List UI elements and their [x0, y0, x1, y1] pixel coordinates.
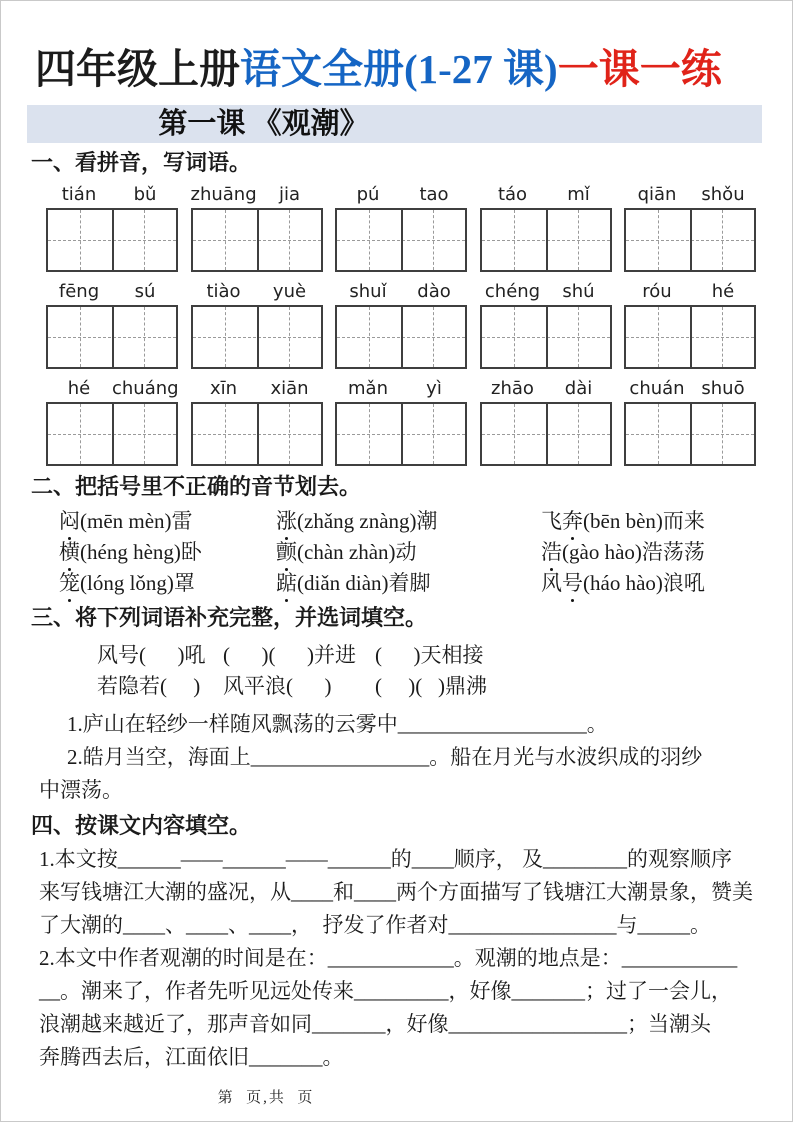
emphasized-char: 号: [562, 568, 583, 599]
pinyin-row-3: [46, 378, 756, 466]
phonetic-choice-item: [59, 537, 276, 568]
item-suffix: 潮: [416, 509, 438, 534]
pinyin-writing-block: [46, 184, 756, 466]
section-3-heading: 三、将下列词语补充完整，并选词填空。: [31, 605, 428, 631]
dashed-guideline: [289, 404, 290, 464]
pinyin-syllable: shuō: [701, 378, 745, 400]
item-prefix: 飞: [541, 509, 562, 534]
dashed-guideline: [433, 404, 434, 464]
phrase-blank: ( )( )并进: [223, 643, 356, 668]
dashed-guideline: [722, 404, 723, 464]
dashed-guideline: [658, 307, 659, 367]
writing-grid-box: [335, 305, 467, 369]
dashed-guideline: [722, 210, 723, 270]
pinyin-word-group: [335, 378, 467, 466]
pinyin-syllable: fēng: [58, 281, 100, 303]
writing-grid-box: [46, 402, 178, 466]
paragraph-line: 奔腾西去后，江面依旧_______。: [39, 1045, 344, 1070]
dashed-guideline: [80, 210, 81, 270]
phrase-blank: 风平浪( ): [223, 674, 332, 699]
pinyin-word-group: [335, 184, 467, 272]
pinyin-syllable: yì: [426, 378, 442, 400]
sentence-line: 1.庐山在轻纱一样随风飘荡的云雾中__________________。: [67, 712, 608, 737]
lesson-banner-text: 第一课 《观潮》: [158, 108, 369, 141]
phrase-blank: 若隐若( ): [97, 674, 201, 699]
phonetic-choice-item: [59, 506, 276, 537]
emphasized-char: 奔: [562, 506, 583, 537]
pinyin-word-group: [480, 281, 612, 369]
section-3: [1, 605, 792, 807]
item-suffix: 罩: [173, 571, 195, 596]
phonetic-choice-item: [541, 537, 792, 568]
fill-in-sentences: [39, 708, 756, 807]
title-part-red: 一课一练: [557, 46, 722, 92]
writing-grid-box: [480, 402, 612, 466]
pinyin-options: (héng hèng): [80, 540, 181, 565]
pinyin-syllable: hé: [67, 378, 91, 400]
paragraph-line: __。潮来了，作者先听见远处传来_________，好像_______；过了一会儿，: [39, 979, 732, 1004]
dashed-guideline: [369, 210, 370, 270]
dashed-guideline: [80, 307, 81, 367]
phonetic-choice-item: [59, 568, 276, 599]
pinyin-row-1: [46, 184, 756, 272]
lesson-banner: [27, 105, 762, 143]
pinyin-word-group: [46, 281, 178, 369]
emphasized-char: 闷: [59, 506, 80, 537]
pinyin-word-group: [480, 184, 612, 272]
item-suffix: 浪吼: [662, 571, 705, 596]
phonetic-items-grid: [59, 506, 792, 599]
dashed-guideline: [722, 307, 723, 367]
pinyin-word-group: [335, 281, 467, 369]
item-suffix: 而来: [662, 509, 705, 534]
section-4: [1, 813, 792, 1074]
dashed-guideline: [80, 404, 81, 464]
pinyin-word-group: [191, 378, 323, 466]
paragraph-line: 浪潮越来越近了，那声音如同_______，好像_________________；当潮头: [39, 1012, 711, 1037]
pinyin-options: (chàn zhàn): [297, 540, 396, 565]
writing-grid-box: [624, 305, 756, 369]
dashed-guideline: [225, 307, 226, 367]
dashed-guideline: [433, 210, 434, 270]
writing-grid-box: [624, 402, 756, 466]
pinyin-syllable: dào: [417, 281, 451, 303]
pinyin-syllable: pú: [356, 184, 380, 206]
pinyin-syllable: xiān: [270, 378, 309, 400]
pinyin-options: (mēn mèn): [80, 509, 172, 534]
emphasized-char: 踮: [276, 568, 297, 599]
writing-grid-box: [624, 208, 756, 272]
writing-grid-box: [191, 208, 323, 272]
item-suffix: 动: [395, 540, 417, 565]
pinyin-syllable: zhuāng: [190, 184, 257, 206]
dashed-guideline: [514, 307, 515, 367]
writing-grid-box: [335, 402, 467, 466]
writing-grid-box: [480, 208, 612, 272]
phonetic-choice-item: [276, 506, 541, 537]
pinyin-options: (gào hào): [562, 540, 642, 565]
pinyin-syllable: chéng: [484, 281, 541, 303]
writing-grid-box: [46, 305, 178, 369]
dashed-guideline: [289, 210, 290, 270]
pinyin-syllable: xīn: [209, 378, 238, 400]
pinyin-word-group: [624, 281, 756, 369]
dashed-guideline: [578, 210, 579, 270]
pinyin-syllable: shǒu: [701, 184, 745, 206]
dashed-guideline: [369, 404, 370, 464]
sentence-line: 中漂荡。: [39, 778, 123, 803]
pinyin-syllable: shuǐ: [349, 281, 387, 303]
cloze-paragraphs: [39, 843, 758, 1074]
pinyin-row-2: [46, 281, 756, 369]
paragraph-line: 2.本文中作者观潮的时间是在：____________。观潮的地点是：___________: [39, 946, 738, 971]
dashed-guideline: [369, 307, 370, 367]
pinyin-syllable: chuán: [629, 378, 685, 400]
item-prefix: 风: [541, 571, 562, 596]
pinyin-syllable: jia: [278, 184, 301, 206]
dashed-guideline: [433, 307, 434, 367]
dashed-guideline: [514, 210, 515, 270]
section-1: [1, 150, 792, 466]
dashed-guideline: [144, 307, 145, 367]
title-part-blue: 语文全册(1-27 课): [240, 46, 558, 92]
dashed-guideline: [289, 307, 290, 367]
pinyin-syllable: zhāo: [491, 378, 534, 400]
dashed-guideline: [514, 404, 515, 464]
dashed-guideline: [225, 404, 226, 464]
pinyin-syllable: qiān: [637, 184, 677, 206]
pinyin-word-group: [46, 378, 178, 466]
dashed-guideline: [578, 404, 579, 464]
phonetic-choice-item: [276, 537, 541, 568]
pinyin-word-group: [191, 281, 323, 369]
title-part-black: 四年级上册: [35, 46, 240, 92]
pinyin-word-group: [624, 378, 756, 466]
pinyin-syllable: hé: [711, 281, 735, 303]
item-suffix: 浩荡荡: [641, 540, 705, 565]
emphasized-char: 涨: [276, 506, 297, 537]
dashed-guideline: [578, 307, 579, 367]
item-suffix: 着脚: [388, 571, 431, 596]
pinyin-syllable: róu: [642, 281, 672, 303]
pinyin-syllable: tao: [419, 184, 449, 206]
pinyin-word-group: [480, 378, 612, 466]
phonetic-choice-item: [541, 568, 792, 599]
page-footer: 第 页,共 页: [217, 1090, 315, 1106]
section-2-heading: 二、把括号里不正确的音节划去。: [31, 474, 362, 500]
pinyin-options: (háo hào): [583, 571, 663, 596]
phonetic-choice-item: [276, 568, 541, 599]
phonetic-choice-item: [541, 506, 792, 537]
item-suffix: 卧: [180, 540, 202, 565]
writing-grid-box: [46, 208, 178, 272]
pinyin-syllable: yuè: [272, 281, 307, 303]
pinyin-syllable: tiào: [206, 281, 241, 303]
section-4-heading: 四、按课文内容填空。: [31, 813, 252, 839]
sentence-line: 2.皓月当空，海面上_________________。船在月光与水波织成的羽纱: [67, 745, 703, 770]
pinyin-options: (diǎn diàn): [297, 571, 389, 596]
pinyin-syllable: dài: [564, 378, 593, 400]
paragraph-line: 了大潮的____、____、____， 抒发了作者对________________与_____。: [39, 913, 711, 938]
pinyin-word-group: [624, 184, 756, 272]
phrase-blank: ( )天相接: [375, 643, 484, 668]
pinyin-syllable: bǔ: [133, 184, 157, 206]
writing-grid-box: [480, 305, 612, 369]
paragraph-line: 来写钱塘江大潮的盛况，从____和____两个方面描写了钱塘江大潮景象，赞美: [39, 880, 753, 905]
emphasized-char: 笼: [59, 568, 80, 599]
pinyin-syllable: chuáng: [112, 378, 179, 400]
emphasized-char: 颤: [276, 537, 297, 568]
section-1-heading: 一、看拼音，写词语。: [31, 150, 252, 176]
pinyin-options: (lóng lǒng): [80, 571, 174, 596]
dashed-guideline: [658, 210, 659, 270]
pinyin-word-group: [191, 184, 323, 272]
writing-grid-box: [335, 208, 467, 272]
dashed-guideline: [225, 210, 226, 270]
pinyin-syllable: tián: [61, 184, 97, 206]
emphasized-char: 横: [59, 537, 80, 568]
pinyin-syllable: mǐ: [567, 184, 590, 206]
pinyin-options: (bēn bèn): [583, 509, 663, 534]
pinyin-syllable: shú: [562, 281, 595, 303]
phrase-blank: 风号( )吼: [97, 643, 206, 668]
phrase-blank: ( )( )鼎沸: [375, 674, 487, 699]
pinyin-word-group: [46, 184, 178, 272]
dashed-guideline: [144, 210, 145, 270]
pinyin-syllable: mǎn: [348, 378, 388, 400]
dashed-guideline: [144, 404, 145, 464]
section-2: [1, 474, 792, 599]
pinyin-syllable: sú: [134, 281, 156, 303]
pinyin-syllable: táo: [497, 184, 528, 206]
paragraph-line: 1.本文按______——______——______的____顺序， 及________的观察顺序: [39, 847, 732, 872]
item-suffix: 雷: [171, 509, 193, 534]
emphasized-char: 浩: [541, 537, 562, 568]
pinyin-options: (zhǎng znàng): [297, 509, 417, 534]
dashed-guideline: [658, 404, 659, 464]
main-title: [35, 47, 792, 92]
phrase-completion-grid: [97, 640, 792, 702]
writing-grid-box: [191, 402, 323, 466]
writing-grid-box: [191, 305, 323, 369]
